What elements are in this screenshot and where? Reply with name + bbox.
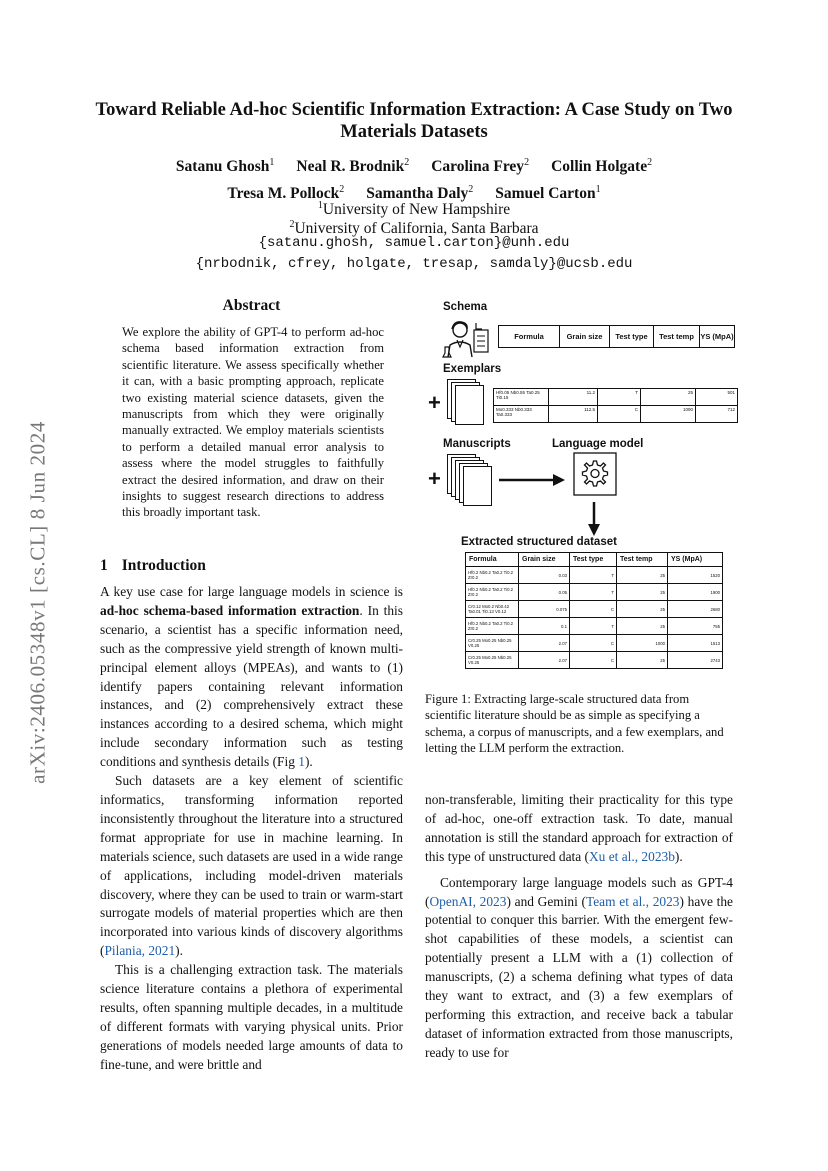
exemplar-cell: T [598,389,641,405]
down-arrow-icon [587,502,601,536]
author-name-text: Tresa M. Pollock [227,185,340,203]
table-cell: 25 [617,652,668,669]
schema-col-ys: YS (MpA) [700,332,734,341]
text-run: ) have the potential to conquer this barrier. With the emergent few-shot capabilities of these models, a scientist can potentially present a LLM with a (1) collection of manuscripts, (2) a schema defining what types of data they want to extract, and (3) a few exemplars of performing this extraction, and receive back a tabular dataset of information extracted from those manuscripts, ready to use for [425,893,733,1060]
author-name-text: Samuel Carton [495,185,596,203]
table-cell: C [570,652,617,669]
scientist-icon [442,319,490,359]
author-affiliation-marker: 1 [269,157,275,168]
table-cell: Hf0.2 Nb0.2 Ta0.2 Ti0.2 Zr0.2 [466,567,519,584]
col-header: Test type [570,553,617,567]
exemplar-cell: 501 [727,390,735,395]
table-cell: 755 [668,618,723,635]
author-affiliation-marker: 2 [647,157,653,168]
exemplar-cell: 1090 [641,406,696,422]
schema-col-grain-size: Grain size [560,326,610,347]
table-row [466,652,723,669]
table-cell: 2.07 [519,652,570,669]
citation-link[interactable]: Team et al., 2023 [586,893,680,909]
table-cell: 1000 [617,635,668,652]
paragraph [425,791,733,867]
paragraph [100,583,403,772]
figure-caption: Figure 1: Extracting large-scale structured data from scientific literature should be as simple as specifying a schema, a corpus of manuscripts, and a few exemplars, and letting the LLM perform the extraction. [425,692,724,756]
abstract-heading: Abstract [222,297,281,314]
table-row [466,567,723,584]
figure-ref-link[interactable]: 1 [298,754,305,770]
table-cell: 25 [617,567,668,584]
col-header: YS (MpA) [668,553,723,567]
col-header: Grain size [519,553,570,567]
table-row [466,584,723,601]
text-run: ). [304,754,313,770]
table-cell: T [570,618,617,635]
exemplar-cell: 11.2 [549,389,598,405]
exemplar-cell: Hf0.05 Nb0.55 Ta0.25 Ti0.15 [494,389,549,405]
section-heading [100,557,220,575]
table-cell: Cr0.25 Mo0.25 Nb0.25 V0.25 [466,652,519,669]
table-cell: 2743 [668,652,723,669]
paragraph [100,772,403,961]
table-cell: 25 [617,601,668,618]
language-model-label: Language model [552,438,644,450]
exemplar-cell: Mo0.333 Nb0.333 Ta0.333 [494,406,549,422]
right-arrow-icon [499,473,565,487]
right-column [425,791,733,1063]
table-row [466,618,723,635]
paragraph [425,874,733,1063]
manuscripts-label: Manuscripts [443,438,511,450]
author-name [296,158,409,175]
table-cell: 1513 [668,635,723,652]
author-affiliation-marker: 1 [595,184,601,196]
citation-link[interactable]: OpenAI, 2023 [429,893,507,909]
author-affiliation-marker: 2 [468,184,474,196]
table-cell: 2.07 [519,635,570,652]
email-line-1: {satanu.ghosh, samuel.carton}@unh.edu [258,235,570,251]
col-header: Formula [466,553,519,567]
arxiv-stamp: arXiv:2406.05348v1 [cs.CL] 8 Jun 2024 [25,421,50,784]
paragraph: This is a challenging extraction task. The materials science literature contains a plethora of experimental results, often spanning multiple decades, in a multitude of different formats with varying physical units. Prior generations of models needed large amounts of data to fine-tune, and were brittle and [100,962,403,1072]
exemplar-docs-icon [447,379,487,427]
author-affiliation-marker: 2 [404,157,410,168]
left-column [100,583,403,1075]
text-run: . In this scenario, a scientist has a specific information need, such as the compressive yield strength of known multi-principal element alloys (MPEAs), and wants to (1) identify papers containing relevant information instances, and (2) comprehensively extract these instances according to a desired schema, which might include secondary information such as testing conditions and synthesis details (Fig [100,602,403,770]
text-run: non-transferable, limiting their practicality for this type of ad-hoc, one-off extraction task. To date, manual annotation is still the standard approach for extraction of this type of unstructured data ( [425,792,733,864]
exemplar-row [493,388,738,406]
plus-sign: + [428,466,441,491]
table-cell: 1520 [668,567,723,584]
section-number: 1 [100,557,108,574]
table-cell: T [570,584,617,601]
author-affiliation-marker: 2 [524,157,530,168]
author-name [551,158,652,175]
exemplars-label: Exemplars [443,363,502,375]
table-cell: Cr0.12 Mo0.2 Nb0.42 Ta0.01 Ti0.13 V0.12 [466,601,519,618]
author-name-text: Satanu Ghosh [175,158,270,176]
manuscripts-stack-icon [447,454,507,509]
text-run: ) and Gemini ( [506,893,586,909]
exemplar-cell: 712 [727,407,735,412]
schema-col-test-type: Test type [610,326,654,347]
table-cell: 0.05 [519,584,570,601]
paper-title: Toward Reliable Ad-hoc Scientific Information Extraction: A Case Study on Two Materials Datasets [95,100,733,142]
table-cell: 0.075 [519,601,570,618]
citation-link[interactable]: Xu et al., 2023b [589,848,675,864]
exemplar-rows [493,388,738,423]
table-cell: 0.1 [519,618,570,635]
schema-col-formula: Formula [499,326,560,347]
schema-label: Schema [443,301,488,313]
text-run: Contemporary large language models such as GPT-4 ( [425,874,733,909]
affiliation-1-name: University of New Hampshire [322,201,511,219]
table-cell: 0.03 [519,567,570,584]
table-cell: 2680 [668,601,723,618]
output-dataset-label: Extracted structured dataset [461,536,617,548]
exemplar-cell: 25 [641,389,696,405]
author-name [176,158,274,175]
table-cell: Cr0.25 Mo0.25 Nb0.25 V0.25 [466,635,519,652]
schema-table-header [498,325,735,348]
text-run: ). [175,943,183,959]
affiliation-2-name: University of California, Santa Barbara [294,220,539,238]
table-cell: C [570,601,617,618]
col-header: Test temp [617,553,668,567]
text-run: Such datasets are a key element of scientific informatics, transforming information reported inconsistently throughout the literature into a structured format appropriate for use in machine learning. In materials science, such datasets are used in a wide range of applications, including model-driven materials discovery, where they can be used to train or warm-start surrogate models of material properties which are then incorporated into various kinds of discovery algorithms ( [100,773,403,959]
email-line-2: {nrbodnik, cfrey, holgate, tresap, samdaly}@ucsb.edu [195,256,633,272]
section-title: Introduction [121,557,206,574]
table-cell: T [570,567,617,584]
exemplar-cell: 112.5 [549,406,598,422]
abstract-text: We explore the ability of GPT-4 to perform ad-hoc schema based information extraction from scientific literature. We assess specifically whether it can, with a basic prompting approach, replicate two existing material science datasets, given the manuscripts from which they were originally manually extracted. We employ materials scientists to perform a detailed manual error analysis to assess where the model struggles to faithfully extract the desired information, and draw on their insights to suggest research directions to address this broadly important task. [122,325,384,520]
exemplar-row [493,406,738,423]
affiliation-1-marker: 1 [317,200,323,211]
table-cell: Hf0.2 Nb0.2 Ta0.2 Ti0.2 Zr0.2 [466,584,519,601]
exemplar-cell: C [598,406,641,422]
author-name [431,158,529,175]
output-table-body [466,567,723,669]
table-cell: C [570,635,617,652]
schema-col-test-temp: Test temp [654,326,700,347]
plus-sign: + [428,390,441,415]
author-name-text: Neal R. Brodnik [296,158,405,176]
output-table [465,552,723,669]
table-cell: 25 [617,584,668,601]
figure-1 [425,297,735,677]
table-row [466,635,723,652]
output-table-header [466,553,723,567]
author-affiliation-marker: 2 [339,184,345,196]
table-cell: 25 [617,618,668,635]
table-cell: 1900 [668,584,723,601]
affiliation-2-marker: 2 [289,219,295,230]
citation-link[interactable]: Pilania, 2021 [104,943,176,959]
author-name-text: Carolina Frey [431,158,525,176]
table-row [466,601,723,618]
language-model-icon [573,452,617,496]
emphasis-text: ad-hoc schema-based information extraction [100,602,360,618]
text-run: ). [674,848,683,864]
author-name-text: Collin Holgate [551,158,648,176]
author-name-text: Samantha Daly [366,185,469,203]
author-line-1 [80,151,748,178]
text-run: A key use case for large language models in science is [100,584,403,599]
table-cell: Hf0.2 Nb0.2 Ta0.2 Ti0.2 Zr0.2 [466,618,519,635]
